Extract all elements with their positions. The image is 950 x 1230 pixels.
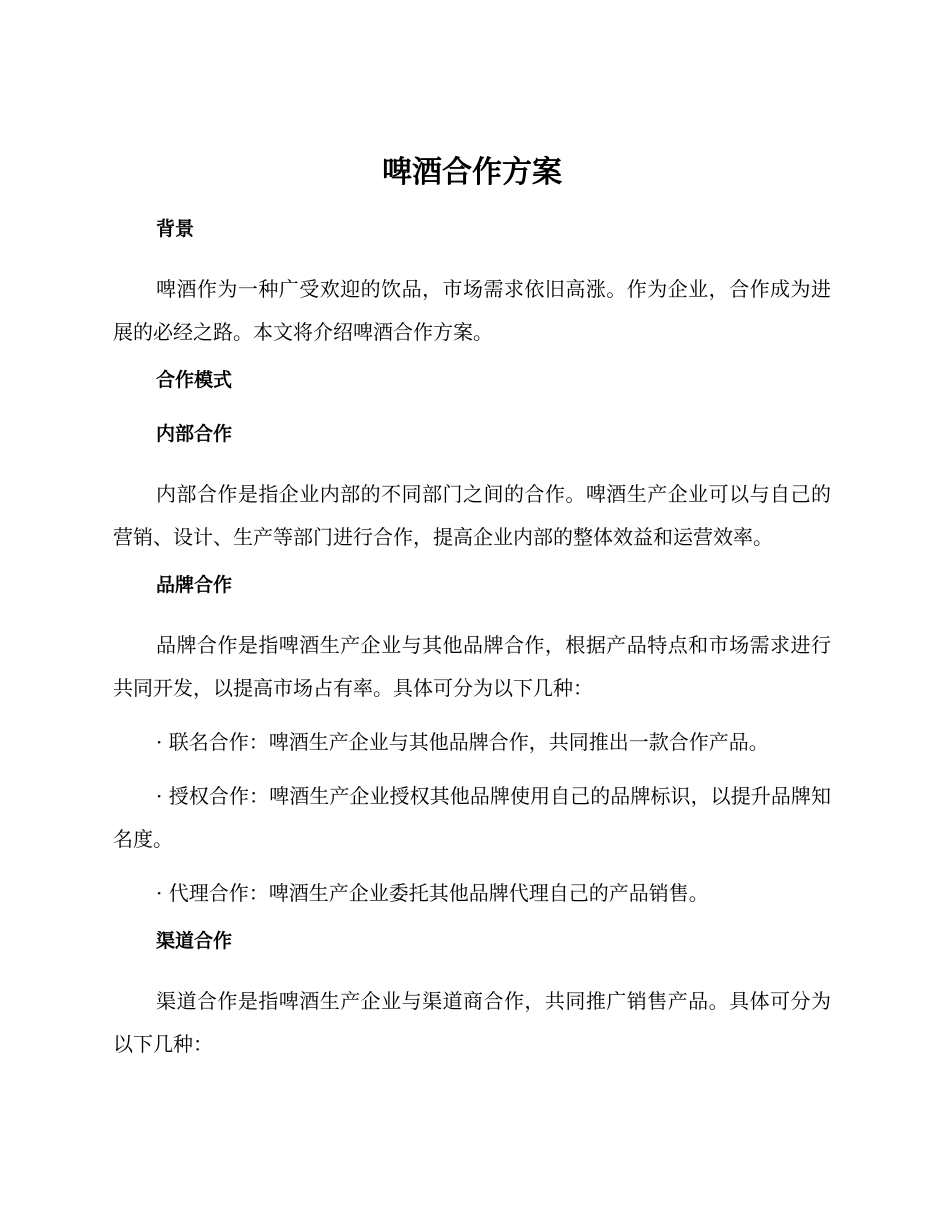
list-item-licensing: · 授权合作：啤酒生产企业授权其他品牌使用自己的品牌标识，以提升品牌知名度。 bbox=[113, 784, 831, 851]
list-item-agency: · 代理合作：啤酒生产企业委托其他品牌代理自己的产品销售。 bbox=[156, 881, 709, 905]
section-heading-internal: 内部合作 bbox=[156, 423, 233, 445]
paragraph-internal: 内部合作是指企业内部的不同部门之间的合作。啤酒生产企业可以与自己的营销、设计、生产等部门进行合作，提高企业内部的整体效益和运营效率。 bbox=[113, 482, 831, 549]
document-page bbox=[113, 148, 831, 1077]
document-title: 啤酒合作方案 bbox=[382, 155, 562, 190]
paragraph-brand: 品牌合作是指啤酒生产企业与其他品牌合作，根据产品特点和市场需求进行共同开发，以提高市场占有率。具体可分为以下几种： bbox=[113, 633, 831, 700]
section-heading-brand: 品牌合作 bbox=[156, 574, 233, 596]
paragraph-channel: 渠道合作是指啤酒生产企业与渠道商合作，共同推广销售产品。具体可分为以下几种： bbox=[113, 989, 831, 1056]
paragraph-background: 啤酒作为一种广受欢迎的饮品，市场需求依旧高涨。作为企业，合作成为进展的必经之路。本文将介绍啤酒合作方案。 bbox=[113, 277, 831, 344]
section-heading-channel: 渠道合作 bbox=[156, 930, 233, 952]
section-heading-cooperation-modes: 合作模式 bbox=[156, 369, 233, 391]
list-item-co-branding: · 联名合作：啤酒生产企业与其他品牌合作，共同推出一款合作产品。 bbox=[156, 730, 769, 754]
section-heading-background: 背景 bbox=[156, 218, 195, 240]
